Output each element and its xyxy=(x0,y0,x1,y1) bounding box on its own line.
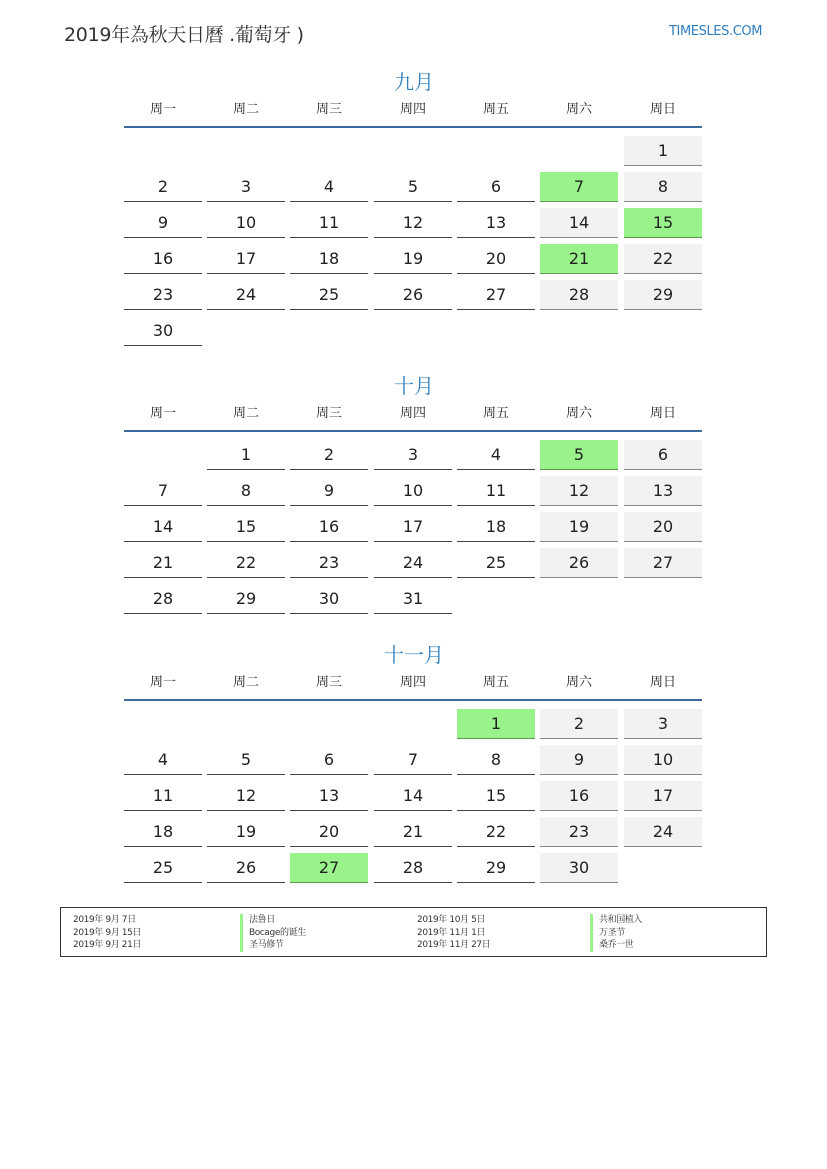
day-cell: 2 xyxy=(540,709,618,739)
holiday-day-cell: 27 xyxy=(290,853,368,883)
legend-holiday-name: 圣马修节 xyxy=(240,939,306,952)
day-cell: 25 xyxy=(457,548,535,578)
day-cell: 4 xyxy=(124,745,202,775)
day-cell: 20 xyxy=(624,512,702,542)
day-cell: 26 xyxy=(374,280,452,310)
weekday-label: 周一 xyxy=(149,675,176,690)
weekday-label: 周四 xyxy=(399,675,426,690)
weekday-label: 周六 xyxy=(565,102,592,117)
holiday-day-cell: 5 xyxy=(540,440,618,470)
legend-names-right xyxy=(590,914,642,952)
day-cell: 16 xyxy=(290,512,368,542)
weekday-header xyxy=(124,100,704,130)
day-cell: 4 xyxy=(290,172,368,202)
day-cell: 30 xyxy=(124,316,202,346)
day-cell: 9 xyxy=(540,745,618,775)
day-cell: 29 xyxy=(457,853,535,883)
day-cell: 13 xyxy=(457,208,535,238)
day-cell: 28 xyxy=(540,280,618,310)
day-cell: 7 xyxy=(124,476,202,506)
month-title: 九月 xyxy=(394,70,434,94)
day-cell: 3 xyxy=(624,709,702,739)
day-cell: 30 xyxy=(290,584,368,614)
day-cell: 6 xyxy=(457,172,535,202)
weekday-label: 周一 xyxy=(149,102,176,117)
day-cell: 29 xyxy=(624,280,702,310)
day-cell: 10 xyxy=(207,208,285,238)
day-grid xyxy=(124,703,704,883)
day-cell: 2 xyxy=(124,172,202,202)
day-cell: 15 xyxy=(207,512,285,542)
legend-holiday-name: 万圣节 xyxy=(590,927,642,940)
legend-dates-right xyxy=(417,914,490,952)
weekday-label: 周四 xyxy=(399,406,426,421)
day-cell: 1 xyxy=(624,136,702,166)
weekday-label: 周二 xyxy=(232,102,259,117)
day-cell: 18 xyxy=(457,512,535,542)
legend-holiday-name: Bocage的诞生 xyxy=(240,927,306,940)
day-cell: 21 xyxy=(124,548,202,578)
site-link[interactable]: TIMESLES.COM xyxy=(669,24,763,39)
day-cell: 13 xyxy=(290,781,368,811)
holiday-day-cell: 1 xyxy=(457,709,535,739)
day-cell: 5 xyxy=(374,172,452,202)
day-cell: 17 xyxy=(207,244,285,274)
day-cell: 8 xyxy=(457,745,535,775)
day-cell: 22 xyxy=(207,548,285,578)
page-title: 2019年為秋天日曆 .葡萄牙 ) xyxy=(64,24,304,46)
weekday-label: 周六 xyxy=(565,675,592,690)
weekday-label: 周日 xyxy=(649,406,676,421)
day-cell: 19 xyxy=(374,244,452,274)
day-cell: 24 xyxy=(624,817,702,847)
day-cell: 6 xyxy=(624,440,702,470)
day-cell: 19 xyxy=(207,817,285,847)
day-cell: 17 xyxy=(624,781,702,811)
day-cell: 26 xyxy=(207,853,285,883)
weekday-label: 周五 xyxy=(482,102,509,117)
day-cell: 1 xyxy=(207,440,285,470)
day-cell: 4 xyxy=(457,440,535,470)
month-block xyxy=(124,70,704,346)
day-cell: 25 xyxy=(290,280,368,310)
day-cell: 3 xyxy=(374,440,452,470)
day-cell: 31 xyxy=(374,584,452,614)
day-cell: 16 xyxy=(124,244,202,274)
day-cell: 2 xyxy=(290,440,368,470)
day-cell: 6 xyxy=(290,745,368,775)
day-cell: 7 xyxy=(374,745,452,775)
day-cell: 27 xyxy=(457,280,535,310)
holiday-legend xyxy=(60,907,767,957)
day-cell: 9 xyxy=(124,208,202,238)
day-cell: 26 xyxy=(540,548,618,578)
weekday-header xyxy=(124,404,704,434)
legend-holiday-name: 共和国植入 xyxy=(590,914,642,927)
day-cell: 11 xyxy=(124,781,202,811)
weekday-label: 周三 xyxy=(315,675,342,690)
day-cell: 11 xyxy=(290,208,368,238)
holiday-day-cell: 7 xyxy=(540,172,618,202)
day-cell: 22 xyxy=(457,817,535,847)
day-cell: 29 xyxy=(207,584,285,614)
month-title: 十月 xyxy=(394,374,434,398)
weekday-label: 周二 xyxy=(232,406,259,421)
day-cell: 9 xyxy=(290,476,368,506)
day-cell: 20 xyxy=(457,244,535,274)
day-cell: 23 xyxy=(290,548,368,578)
day-cell: 14 xyxy=(374,781,452,811)
day-cell: 27 xyxy=(624,548,702,578)
day-cell: 16 xyxy=(540,781,618,811)
header-rule xyxy=(124,126,702,128)
day-cell: 12 xyxy=(374,208,452,238)
weekday-label: 周日 xyxy=(649,102,676,117)
legend-date: 2019年 9月 7日 xyxy=(73,915,136,925)
day-cell: 10 xyxy=(624,745,702,775)
weekday-label: 周三 xyxy=(315,102,342,117)
day-cell: 12 xyxy=(207,781,285,811)
holiday-day-cell: 21 xyxy=(540,244,618,274)
day-cell: 5 xyxy=(207,745,285,775)
day-grid xyxy=(124,130,704,346)
day-cell: 22 xyxy=(624,244,702,274)
weekday-label: 周二 xyxy=(232,675,259,690)
legend-dates-left xyxy=(73,914,141,952)
day-cell: 24 xyxy=(207,280,285,310)
legend-date: 2019年 9月 15日 xyxy=(73,927,142,938)
day-cell: 30 xyxy=(540,853,618,883)
day-cell: 11 xyxy=(457,476,535,506)
month-title: 十一月 xyxy=(384,643,444,667)
day-cell: 13 xyxy=(624,476,702,506)
weekday-label: 周三 xyxy=(315,406,342,421)
day-cell: 14 xyxy=(124,512,202,542)
legend-date: 2019年 9月 21日 xyxy=(73,940,142,950)
month-block xyxy=(124,643,704,883)
weekday-header xyxy=(124,673,704,703)
weekday-label: 周六 xyxy=(565,406,592,421)
day-cell: 24 xyxy=(374,548,452,578)
header-rule xyxy=(124,699,702,701)
day-cell: 8 xyxy=(207,476,285,506)
day-cell: 14 xyxy=(540,208,618,238)
weekday-label: 周一 xyxy=(149,406,176,421)
day-cell: 23 xyxy=(124,280,202,310)
weekday-label: 周五 xyxy=(482,675,509,690)
day-cell: 3 xyxy=(207,172,285,202)
day-cell: 21 xyxy=(374,817,452,847)
day-cell: 15 xyxy=(457,781,535,811)
legend-holiday-name: 法鲁日 xyxy=(240,914,306,927)
day-cell: 17 xyxy=(374,512,452,542)
day-cell: 19 xyxy=(540,512,618,542)
legend-date: 2019年 10月 5日 xyxy=(417,915,486,925)
day-cell: 18 xyxy=(290,244,368,274)
legend-names-left xyxy=(240,914,306,952)
day-cell: 10 xyxy=(374,476,452,506)
weekday-label: 周日 xyxy=(649,675,676,690)
legend-holiday-name: 桑乔一世 xyxy=(590,939,642,952)
header-rule xyxy=(124,430,702,432)
day-cell: 28 xyxy=(374,853,452,883)
day-cell: 25 xyxy=(124,853,202,883)
day-cell: 28 xyxy=(124,584,202,614)
month-block xyxy=(124,374,704,614)
legend-date: 2019年 11月 1日 xyxy=(417,927,486,938)
day-cell: 12 xyxy=(540,476,618,506)
day-cell: 20 xyxy=(290,817,368,847)
weekday-label: 周五 xyxy=(482,406,509,421)
day-grid xyxy=(124,434,704,614)
holiday-day-cell: 15 xyxy=(624,208,702,238)
day-cell: 8 xyxy=(624,172,702,202)
day-cell: 23 xyxy=(540,817,618,847)
day-cell: 18 xyxy=(124,817,202,847)
legend-date: 2019年 11月 27日 xyxy=(417,940,491,950)
weekday-label: 周四 xyxy=(399,102,426,117)
